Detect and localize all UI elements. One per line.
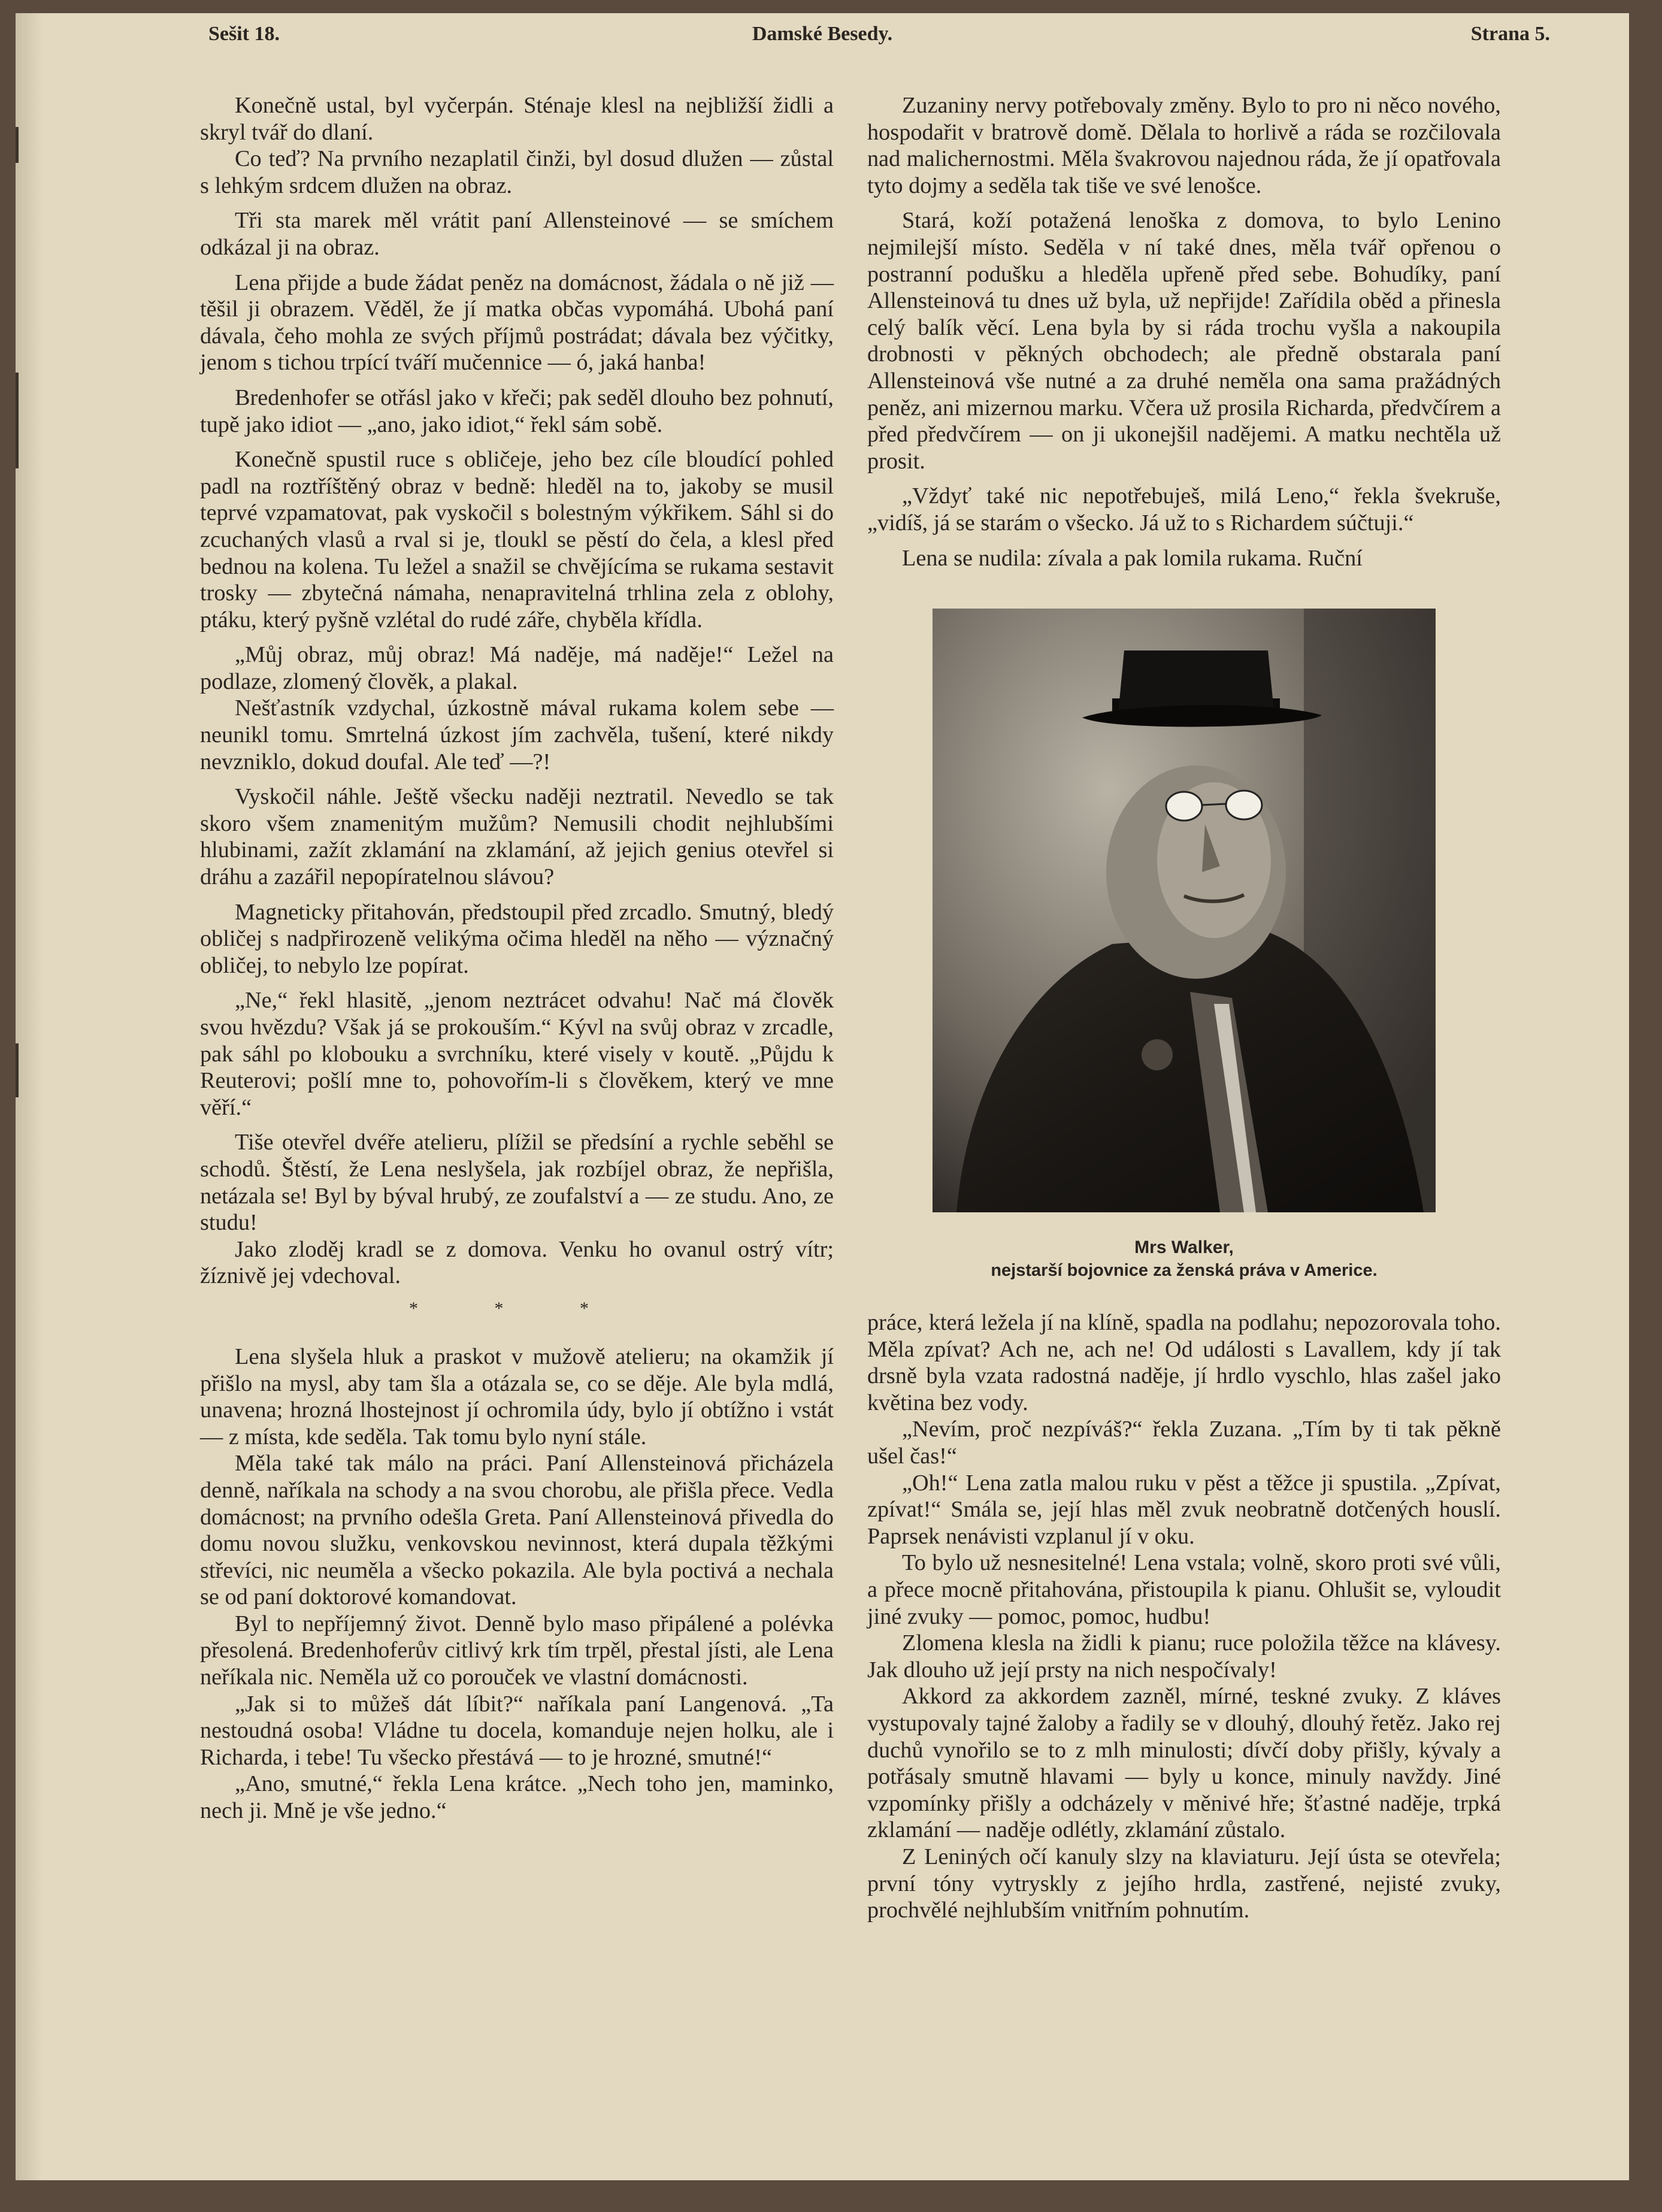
paragraph: Byl to nepříjemný život. Denně bylo maso připálené a polévka přesolená. Bredenhoferův citlivý krk tím trpěl, přestal jísti, ale Lena neříkala nic. Neměla už co porouček ve vlastní domácnosti. <box>200 1611 834 1690</box>
paragraph: Nešťastník vzdychal, úzkostně mával rukama kolem sebe — neunikl tomu. Smrtelná úzkost jím zachvěla, tušení, které nikdy nevzniklo, dokud doufal. Ale teď —?! <box>200 695 834 774</box>
paragraph: Stará, koží potažená lenoška z domova, to bylo Lenino nejmilejší místo. Seděla v ní také dnes, měla tvář opřenou o postranní podušku a hleděla upřeně před sebe. Bohudíky, paní Allensteinová tu dnes už byla, už nepřijde! Zařídila oběd a přinesla celý balík věcí. Lena byla by si ráda trochu vyšla a nakoupila drobnosti v pěkných obchodech; ale předně obstarala paní Allensteinová vše nutné a za druhé neměla ona sama pražádných peněz, ani mizernou marku. Včera už prosila Richarda, předvčírem a před předvčírem — on ji ukonejšil nadějemi. A matku nechtěla už prosit. <box>867 208 1501 474</box>
paragraph: práce, která ležela jí na klíně, spadla na podlahu; nepozorovala toho. Měla zpívat? Ach ne, ach ne! Od události s Lavallem, kdy jí tak drsně byla vzata radostná naděje, jí hrdlo vyschlo, hlas zašel jako květina bez vody. <box>867 1310 1501 1415</box>
margin-mark <box>16 127 19 163</box>
page-header <box>16 13 1629 55</box>
paragraph: „Můj obraz, můj obraz! Má naděje, má naděje!“ Ležel na podlaze, zlomený člověk, a plakal. <box>200 642 834 694</box>
paragraph: Co teď? Na prvního nezaplatil činži, byl dosud dlužen — zůstal s lehkým srdcem dlužen na obraz. <box>200 146 834 198</box>
paragraph: Konečně ustal, byl vyčerpán. Sténaje klesl na nejbližší židli a skryl tvář do dlaní. <box>200 93 834 145</box>
margin-mark <box>16 373 19 468</box>
paragraph: „Nevím, proč nezpíváš?“ řekla Zuzana. „Tím by ti tak pěkně ušel čas!“ <box>867 1417 1501 1469</box>
section-separator: * * * <box>409 1298 625 1318</box>
magazine-title: Damské Besedy. <box>752 23 893 45</box>
paragraph: Měla také tak málo na práci. Paní Allensteinová přicházela denně, naříkala na schody a na svou chorobu, ale přišla přece. Vedla domácnost; na prvního odešla Greta. Paní Allensteinová přivedla do domu novou služku, venkovskou nevinnost, která dupala těžkými střevíci, nic neuměla a všecko pokazila. Ale byla poctivá a nechala se od paní doktorové komandovat. <box>200 1451 834 1610</box>
paragraph: Jako zloděj kradl se z domova. Venku ho ovanul ostrý vítr; žíznivě jej vdechoval. <box>200 1236 834 1289</box>
issue-number: Sešit 18. <box>208 23 280 45</box>
paragraph: „Ano, smutné,“ řekla Lena krátce. „Nech toho jen, maminko, nech ji. Mně je vše jedno.“ <box>200 1771 834 1824</box>
paragraph: Tři sta marek měl vrátit paní Allensteinové — se smíchem odkázal ji na obraz. <box>200 208 834 260</box>
photo-caption-title: Mrs Walker, <box>1134 1237 1234 1258</box>
page-gutter <box>16 13 43 2180</box>
photo-figure <box>867 609 1501 1282</box>
magazine-page <box>16 13 1629 2180</box>
margin-mark <box>16 1043 19 1097</box>
paragraph: To bylo už nesnesitelné! Lena vstala; volně, skoro proti své vůli, a přece mocně přitahována, přistoupila k pianu. Ohlušit se, vyloudit jiné zvuky — pomoc, pomoc, hudbu! <box>867 1550 1501 1629</box>
page-number: Strana 5. <box>1470 23 1550 45</box>
left-column <box>200 84 834 1824</box>
paragraph: „Ne,“ řekl hlasitě, „jenom neztrácet odvahu! Nač má člověk svou hvězdu? Však já se prokouším.“ Kývl na svůj obraz v zrcadle, pak sáhl po klobouku a svrchníku, které visely v koutě. „Půjdu k Reuterovi; pošlí mne to, pohovořím-li s člověkem, který ve mne věří.“ <box>200 988 834 1120</box>
paragraph: „Jak si to můžeš dát líbit?“ naříkala paní Langenová. „Ta nestoudná osoba! Vládne tu docela, komanduje nejen holku, ale i Richarda, i tebe! Tu všecko přestává — to je hrozné, smutné!“ <box>200 1691 834 1770</box>
paragraph: Magneticky přitahován, předstoupil před zrcadlo. Smutný, bledý obličej s nadpřirozeně velikýma očima hleděl na něho — význačný obličej, to nebylo lze popírat. <box>200 899 834 978</box>
paragraph: Zuzaniny nervy potřebovaly změny. Bylo to pro ni něco nového, hospodařit v bratrově domě. Dělala to horlivě a ráda se rozčilovala nad malichernostmi. Měla švakrovou najednou ráda, že jí opatřovala tyto dojmy a seděla tak tiše ve své lenošce. <box>867 93 1501 198</box>
paragraph: Akkord za akkordem zazněl, mírné, teskné zvuky. Z kláves vystupovaly tajné žaloby a řadily se v dlouhý, dlouhý řetěz. Jako rej duchů vynořilo se to z mlh minulosti; dívčí doby přišly, kývaly a potřásaly smutně hlavami — byly u konce, minuly navždy. Jiné vzpomínky přišly a odcházely v měnivé hře; šťastné naděje, trpká zklamání — naděje odlétly, zklamání zůstalo. <box>867 1684 1501 1843</box>
paragraph: „Oh!“ Lena zatla malou ruku v pěst a těžce ji spustila. „Zpívat, zpívat!“ Smála se, její hlas měl zvuk neobratně dotčených houslí. Paprsek nenávisti vzplanul jí v oku. <box>867 1470 1501 1549</box>
paragraph: Vyskočil náhle. Ještě všecku naději neztratil. Nevedlo se tak skoro všem znamenitým mužům? Nemusili chodit nejhlubšími hlubinami, zažít zklamání na zklamání, až jejich genius otevřel si dráhu a zazářil nepopíratelnou slávou? <box>200 784 834 890</box>
paragraph: Lena přijde a bude žádat peněz na domácnost, žádala o ně již — těšil ji obrazem. Věděl, že jí matka občas vypomáhá. Ubohá paní dávala, čeho mohla ze svých příjmů postrádat; dávala bez výčitky, jenom s tichou trpící tváří mučennice — ó, jaká hanba! <box>200 270 834 376</box>
paragraph: Tiše otevřel dvéře atelieru, plížil se předsíní a rychle seběhl se schodů. Štěstí, že Lena neslyšela, jak rozbíjel obraz, že nepřišla, netázala se! Byl by býval hrubý, ze zoufalství a — ze studu. Ano, ze studu! <box>200 1130 834 1236</box>
paragraph: Lena se nudila: zívala a pak lomila rukama. Ruční <box>902 545 1363 571</box>
right-column <box>867 84 1501 1924</box>
paragraph: Zlomena klesla na židli k pianu; ruce položila těžce na klávesy. Jak dlouho už její prsty na nich nespočívaly! <box>867 1630 1501 1683</box>
paragraph: Konečně spustil ruce s obličeje, jeho bez cíle bloudící pohled padl na roztříštěný obraz v bedně: hleděl na to, jakoby se musil teprvé vzpamatovat, pak vyskočil s bolestným výkřikem. Sáhl si do zcuchaných vlasů a rval si je, tloukl se pěstí do čela, a klesl před bednou na kolena. Tu ležel a snažil se chvějícíma se rukama sestavit trosky — zbytečná námaha, nenapravitelná trhlina zela z oblohy, ptáku, který pyšně vzlétal do rudé záře, chyběla křídla. <box>200 447 834 633</box>
portrait-photo-icon <box>933 609 1436 1212</box>
paragraph: „Vždyť také nic nepotřebuješ, milá Leno,“ řekla švekruše, „vidíš, já se starám o všecko. Já už to s Richardem súčtuji.“ <box>867 483 1501 535</box>
photo-caption-subtitle: nejstarší bojovnice za ženská práva v Americe. <box>991 1261 1378 1281</box>
paragraph: Bredenhofer se otřásl jako v křeči; pak seděl dlouho bez pohnutí, tupě jako idiot — „ano, jako idiot,“ řekl sám sobě. <box>200 385 834 437</box>
paragraph: Lena slyšela hluk a praskot v mužově atelieru; na okamžik jí přišlo na mysl, aby tam šla a otázala se, co se děje. Ale byla mdlá, unavena; hrozná lhostejnost jí ochromila údy, bylo jí obtížno i vstát — z místa, kde seděla. Tak tomu bylo nyní stále. <box>200 1343 834 1450</box>
paragraph: Z Leniných očí kanuly slzy na klaviaturu. Její ústa se otevřela; první tóny vytryskly z jejího hrdla, zastřené, nejisté zvuky, prochvělé nejhlubším vnitřním pohnutím. <box>867 1844 1501 1923</box>
